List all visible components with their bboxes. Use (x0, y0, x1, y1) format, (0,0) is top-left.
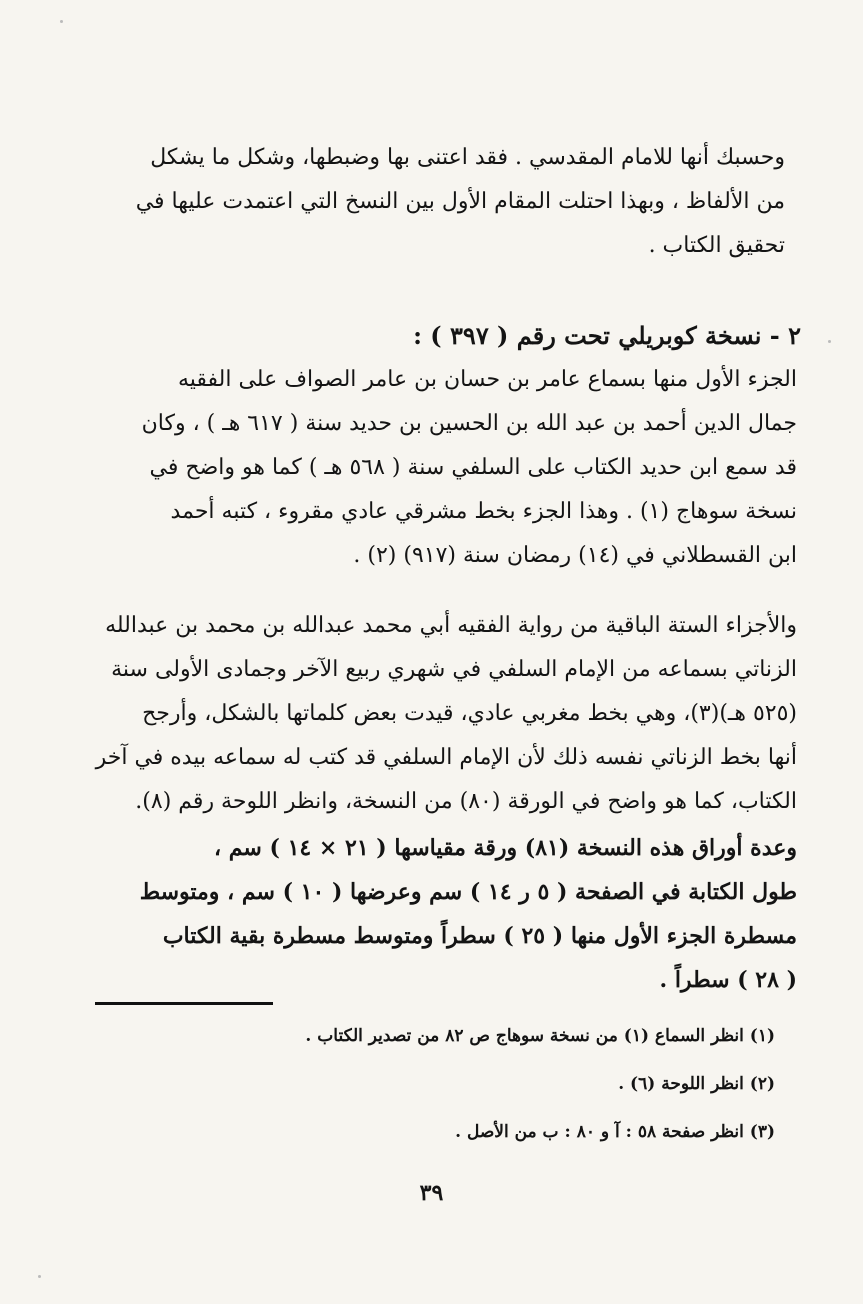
scan-speck (828, 340, 831, 343)
text-line: جمال الدين أحمد بن عبد الله بن الحسين بن حديد سنة ( ٦١٧ هـ ) ، وكان (141, 411, 797, 436)
text-line: ابن القسطلاني في (١٤) رمضان سنة (٩١٧) (٢) . (353, 543, 797, 568)
text-line: قد سمع ابن حديد الكتاب على السلفي سنة ( ٥٦٨ هـ ) كما هو واضح في (149, 455, 797, 480)
text-line: ( ٢٨ ) سطراً . (659, 967, 797, 993)
text-line: الزناتي بسماعه من الإمام السلفي في شهري ربيع الآخر وجمادى الأولى سنة (111, 657, 797, 682)
footnote-separator (95, 1002, 273, 1005)
footnote-1: (١) انظر السماع (١) من نسخة سوهاج ص ٨٢ من تصدير الكتاب . (305, 1026, 775, 1046)
scan-speck (60, 20, 63, 23)
text-line: وحسبك أنها للامام المقدسي . فقد اعتنى بها وضبطها، وشكل ما يشكل (150, 145, 785, 170)
text-line: الجزء الأول منها بسماع عامر بن حسان بن عامر الصواف على الفقيه (177, 367, 797, 392)
text-line: أنها بخط الزناتي نفسه ذلك لأن الإمام السلفي قد كتب له سماعه بيده في آخر (95, 745, 797, 770)
section-heading: ٢ - نسخة كوبريلي تحت رقم ( ٣٩٧ ) : (413, 321, 801, 350)
text-line: وعدة أوراق هذه النسخة (٨١) ورقة مقياسها ( ٢١ × ١٤ ) سم ، (214, 835, 797, 861)
text-line: طول الكتابة في الصفحة ( ٥ ر ١٤ ) سم وعرضها ( ١٠ ) سم ، ومتوسط (139, 879, 797, 905)
scan-speck (38, 1275, 41, 1278)
text-line: الكتاب، كما هو واضح في الورقة (٨٠) من النسخة، وانظر اللوحة رقم (٨). (135, 789, 797, 814)
text-line: نسخة سوهاج (١) . وهذا الجزء بخط مشرقي عادي مقروء ، كتبه أحمد (170, 499, 797, 524)
footnote-3: (٣) انظر صفحة ٥٨ : آ و ٨٠ : ب من الأصل . (455, 1122, 775, 1142)
paragraph-part-one (95, 358, 797, 578)
text-line: (٥٢٥ هـ)(٣)، وهي بخط مغربي عادي، قيدت بعض كلماتها بالشكل، وأرجح (142, 701, 797, 726)
paragraph-intro (95, 136, 785, 268)
footnote-2: (٢) انظر اللوحة (٦) . (618, 1074, 775, 1094)
text-line: والأجزاء الستة الباقية من رواية الفقيه أبي محمد عبدالله بن محمد بن عبدالله (105, 613, 797, 638)
text-line: من الألفاظ ، وبهذا احتلت المقام الأول بين النسخ التي اعتمدت عليها في (135, 189, 785, 214)
page-number: ٣٩ (419, 1180, 444, 1206)
paragraph-remaining-parts (87, 604, 797, 824)
text-line: تحقيق الكتاب . (648, 233, 785, 258)
text-line: مسطرة الجزء الأول منها ( ٢٥ ) سطراً ومتوسط مسطرة بقية الكتاب (162, 923, 797, 949)
paragraph-manuscript-size (92, 826, 797, 1002)
